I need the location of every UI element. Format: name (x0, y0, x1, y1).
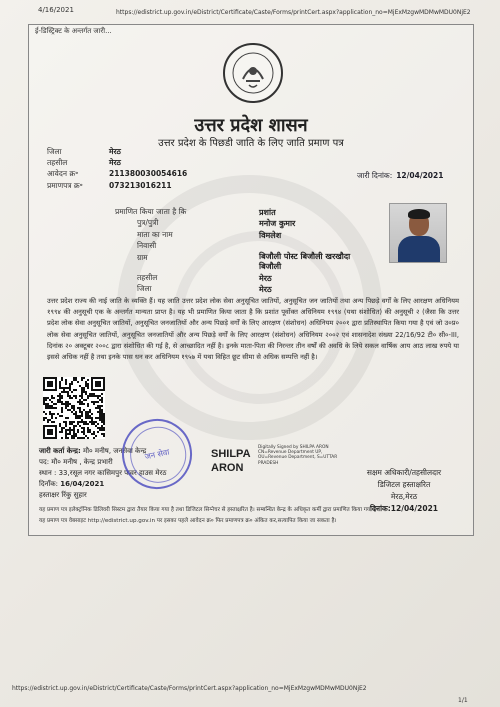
father-name: मनोज कुमार (259, 219, 296, 228)
village-label: ग्राम (137, 253, 148, 262)
district-value: मेरठ (259, 285, 272, 294)
details-intro: प्रमाणित किया जाता है कि (115, 207, 187, 216)
father-label: पुत्र/पुत्री (137, 218, 159, 227)
page-number: 1/1 (458, 697, 468, 704)
footnote-verification: यह प्रमाण पत्र वेबसाइट http://edistrict.up.gov.in पर इसका पहले आवेदन क्र० फिर प्रमाणपत्र क्र० अंकित कर,सत्यापित किया जा सकता है। (39, 518, 337, 524)
district-label: जिला (137, 284, 152, 293)
header-url[interactable]: https://edistrict.up.gov.in/eDistrict/Certificate/Caste/Forms/printCert.aspx?application_no=MjExMzgwMDMwMDU0NjE2 (116, 9, 471, 16)
competent-authority: सक्षम अधिकारी/तहसीलदार डिजिटल हस्ताक्षरित मेरठ,मेरठ दिनांक:12/04/2021 (366, 468, 442, 513)
village-post: बिजौली (259, 262, 282, 271)
village-value: बिजौली पोस्ट बिजौली खरखौदा (259, 252, 351, 261)
applicant-photo (389, 203, 447, 263)
certificate-title: उत्तर प्रदेश शासन (194, 115, 308, 136)
certificate-subtitle: उत्तर प्रदेश के पिछडी जाति के लिए जाति प्रमाण पत्र (158, 138, 344, 149)
digital-signature-details: Digitally Signed by SHILPA ARON CN=Revenue Department UP, OU=Revenue Department, S=UTTAR PRADESH (258, 445, 338, 466)
resident-label: निवासी (137, 241, 157, 250)
issuing-post: पद: मौ० मनीष , केन्द्र प्रभारी (39, 458, 113, 466)
issue-date: जारी दिनांक: 12/04/2021 (357, 171, 444, 180)
edistrict-note: ई-डिस्ट्रिक्ट के अन्तर्गत जारी... (35, 27, 112, 35)
certificate (28, 24, 474, 536)
mother-label: माता का नाम (137, 230, 173, 239)
certificate-body-paragraph: उत्तर प्रदेश राज्य की नाई जाति के व्यक्ति हैं। यह जाति उत्तर प्रदेश लोक सेवा अनुसूचित जातियों, अनुसूचित जन जातियों तथा अन्य पिछड़े वर्गों के लिए आरक्षण अधिनियम १९९४ की अनुसूची एक के अन्तर्गत मान्यता प्राप्त है। यह भी प्रमाणित किया जाता है कि प्रशांत पूर्वोक्त अधिनियम १९९४ (यथा संशोधित) की अनुसूची २ (जैसा कि उत्तर प्रदेश लोक सेवा अनुसूचित जातियों, अनुसूचित जनजातियों और अन्य पिछड़े वर्गों के लिए आरक्षण (संशोधन) अधिनियम २००१ द्वारा प्रतिस्थापित किया गया है एवं जो उ०प्र० लोक सेवा अनुसूचित जातियों, अनुसूचित जनजातियों और अन्य पिछड़े वर्गों के लिए आरक्षण (संशोधन) अधिनियम २००२ एवं शासनादेश संख्या 22/16/92 टी० सी०-III, दिनांक २० अक्टूबर २००८ द्वारा संशोधित की गई है, से आच्छादित नहीं है। इनके माता-पिता की निरन्तर तीन वर्षों की अवधि के लिये सकल वार्षिक आय आठ लाख रुपये या इससे अधिक नहीं है तथा इनके पास धन कर अधिनियम १९५७ में यथा विहित छूट सीमा से अधिक सम्पत्ति नहीं है। (47, 297, 459, 362)
qr-code[interactable] (43, 377, 105, 439)
meta-district: जिला मेरठ (47, 147, 121, 156)
meta-certificate-no: प्रमाणपत्र क्र॰ 073213016211 (47, 181, 172, 190)
digital-signer-name: SHILPA ARON (211, 448, 251, 474)
tehsil-value: मेरठ (259, 274, 272, 283)
tehsil-label: तहसील (137, 273, 158, 282)
footer-url[interactable]: https://edistrict.up.gov.in/eDistrict/Certificate/Caste/Forms/printCert.aspx?application_no=MjExMzgwMDMwMDU0NjE2 (12, 685, 367, 692)
issuer-signature-label: हस्ताक्षर रिंकु सुहार (39, 491, 87, 499)
issuing-center: जारी कर्ता केन्द्र: मौ० मनीष, जनसेवा केन्द्र (39, 447, 147, 455)
issuing-date: दिनाँक: 16/04/2021 (39, 480, 105, 488)
print-date: 4/16/2021 (38, 6, 74, 14)
issuing-place: स्थान : 33,रसूल नगर कासिमपुर पावर हाउस मेरठ (39, 469, 167, 477)
mother-name: विमलेश (259, 231, 282, 240)
up-government-emblem-icon (223, 43, 283, 103)
meta-tehsil: तहसील मेरठ (47, 158, 121, 167)
footnote-delivery: यह प्रमाण पत्र इलेक्ट्रॉनिक डिलिवरी सिस्टम द्वारा तैयार किया गया है तथा डिजिटल सिग्नेचर से हस्ताक्षरित है। सम्बन्धित केन्द्र के अधिकृत कर्मी द्वारा प्रमाणित किया गया है। (39, 507, 379, 513)
jan-seva-seal-icon: जन सेवा (115, 412, 198, 495)
meta-application-no: आवेदन क्र॰ 211380030054616 (47, 169, 188, 178)
applicant-name: प्रशांत (259, 208, 276, 217)
